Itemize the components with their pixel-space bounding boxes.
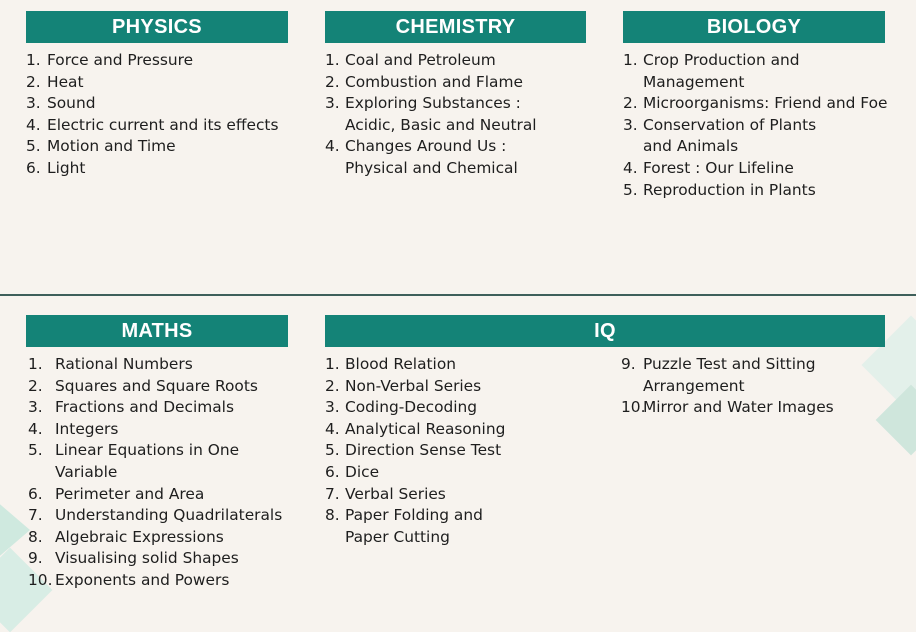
- topic-number: 2.: [623, 94, 638, 113]
- topic-number: 4.: [26, 115, 41, 134]
- maths-title: MATHS: [121, 319, 193, 342]
- topic-item: [28, 548, 282, 570]
- topic-text: Rational Numbers: [55, 355, 193, 373]
- topic-item: [325, 93, 537, 136]
- topic-text: Fractions and Decimals: [55, 398, 234, 417]
- topic-item: [623, 180, 888, 202]
- topic-item: [28, 527, 282, 549]
- topic-number: 6.: [325, 462, 340, 481]
- topic-text: Dice: [345, 462, 380, 481]
- topic-text: Coding-Decoding: [345, 398, 478, 417]
- topic-text: Visualising solid Shapes: [55, 549, 239, 568]
- section-divider: [0, 294, 916, 296]
- topic-number: 2.: [325, 72, 340, 91]
- topic-text: Reproduction in Plants: [643, 180, 816, 199]
- topic-text: Linear Equations in One Variable: [55, 441, 240, 481]
- topic-number: 4.: [623, 158, 638, 177]
- topic-number: 1.: [623, 51, 638, 69]
- topic-item: [28, 570, 282, 592]
- topic-number: 3.: [325, 398, 340, 417]
- topic-number: 2.: [26, 72, 41, 91]
- topic-text: Heat: [47, 72, 84, 91]
- topic-number: 4.: [325, 137, 340, 156]
- physics-header: [26, 11, 288, 43]
- topic-text: Blood Relation: [345, 355, 456, 373]
- topic-text: Conservation of Plants and Animals: [643, 115, 817, 156]
- topic-number: 4.: [325, 419, 340, 438]
- iq-header: [325, 315, 885, 347]
- topic-number: 3.: [28, 398, 43, 417]
- topic-number: 8.: [325, 506, 340, 525]
- physics-title: PHYSICS: [112, 15, 202, 38]
- topic-item: [325, 354, 505, 376]
- topic-text: Integers: [55, 419, 119, 438]
- topic-number: 3.: [623, 115, 638, 134]
- topic-item: [325, 397, 505, 419]
- biology-topic-list: [623, 50, 888, 201]
- topic-item: [325, 462, 505, 484]
- topic-item: [623, 93, 888, 115]
- topic-text: Direction Sense Test: [345, 441, 502, 460]
- biology-header: [623, 11, 885, 43]
- topic-item: [623, 50, 888, 93]
- topic-item: [26, 93, 278, 115]
- topic-number: 1.: [26, 51, 41, 69]
- biology-title: BIOLOGY: [706, 15, 802, 38]
- topic-number: 9.: [621, 355, 636, 373]
- topic-text: Sound: [47, 94, 96, 113]
- topic-number: 8.: [28, 527, 43, 546]
- iq-topic-list-col1: [325, 354, 505, 548]
- topic-number: 5.: [325, 441, 340, 460]
- topic-item: [325, 505, 505, 548]
- topic-number: 2.: [325, 376, 340, 395]
- topic-text: Mirror and Water Images: [643, 398, 834, 417]
- topic-text: Non-Verbal Series: [345, 376, 482, 395]
- chemistry-title: CHEMISTRY: [395, 15, 516, 38]
- topic-text: Combustion and Flame: [345, 72, 523, 91]
- iq-topic-list-col2: [621, 354, 834, 419]
- topic-text: Algebraic Expressions: [55, 527, 224, 546]
- topic-number: 3.: [26, 94, 41, 113]
- topic-item: [621, 354, 834, 397]
- topic-text: Microorganisms: Friend and Foe: [643, 94, 888, 113]
- topic-number: 2.: [28, 376, 43, 395]
- topic-text: Puzzle Test and Sitting Arrangement: [643, 355, 816, 395]
- iq-title: IQ: [594, 319, 616, 342]
- topic-text: Paper Folding and Paper Cutting: [345, 506, 483, 546]
- physics-topic-list: [26, 50, 278, 180]
- topic-item: [26, 50, 278, 72]
- topic-item: [623, 115, 888, 158]
- topic-number: 1.: [28, 355, 43, 373]
- topic-item: [325, 136, 537, 179]
- topic-item: [28, 440, 282, 483]
- chemistry-topic-list: [325, 50, 537, 180]
- topic-item: [28, 505, 282, 527]
- topic-number: 1.: [325, 355, 340, 373]
- topic-number: 7.: [28, 506, 43, 525]
- topic-number: 6.: [28, 484, 43, 503]
- maths-header: [26, 315, 288, 347]
- topic-item: [325, 50, 537, 72]
- topic-text: Exponents and Powers: [55, 570, 230, 589]
- topic-text: Crop Production and Management: [643, 51, 800, 91]
- topic-text: Coal and Petroleum: [345, 51, 496, 69]
- topic-text: Forest : Our Lifeline: [643, 158, 794, 177]
- topic-item: [28, 397, 282, 419]
- topic-number: 3.: [325, 94, 340, 113]
- topic-text: Motion and Time: [47, 137, 176, 156]
- topic-item: [325, 440, 505, 462]
- topic-text: Verbal Series: [345, 484, 446, 503]
- topic-item: [325, 484, 505, 506]
- topic-text: Understanding Quadrilaterals: [55, 506, 283, 525]
- topic-number: 10.: [28, 570, 53, 589]
- topic-number: 5.: [26, 137, 41, 156]
- maths-topic-list: [28, 354, 282, 592]
- topic-text: Electric current and its effects: [47, 115, 279, 134]
- topic-number: 1.: [325, 51, 340, 69]
- topic-text: Analytical Reasoning: [345, 419, 506, 438]
- topic-number: 4.: [28, 419, 43, 438]
- topic-item: [26, 136, 278, 158]
- topic-item: [28, 484, 282, 506]
- topic-item: [325, 419, 505, 441]
- topic-text: Perimeter and Area: [55, 484, 205, 503]
- topic-item: [28, 419, 282, 441]
- topic-text: Exploring Substances : Acidic, Basic and Neutral: [345, 94, 537, 134]
- topic-number: 5.: [28, 441, 43, 460]
- topic-item: [325, 376, 505, 398]
- topic-number: 9.: [28, 549, 43, 568]
- topic-number: 10.: [621, 398, 646, 417]
- topic-item: [26, 72, 278, 94]
- topic-text: Squares and Square Roots: [55, 376, 258, 395]
- topic-item: [26, 158, 278, 180]
- topic-number: 5.: [623, 180, 638, 199]
- topic-text: Changes Around Us : Physical and Chemical: [345, 137, 518, 177]
- topic-number: 7.: [325, 484, 340, 503]
- topic-text: Light: [47, 158, 86, 177]
- topic-text: Force and Pressure: [47, 51, 194, 69]
- topic-item: [621, 397, 834, 419]
- topic-item: [26, 115, 278, 137]
- chemistry-header: [325, 11, 586, 43]
- topic-item: [623, 158, 888, 180]
- topic-number: 6.: [26, 158, 41, 177]
- topic-item: [28, 376, 282, 398]
- topic-item: [28, 354, 282, 376]
- topic-item: [325, 72, 537, 94]
